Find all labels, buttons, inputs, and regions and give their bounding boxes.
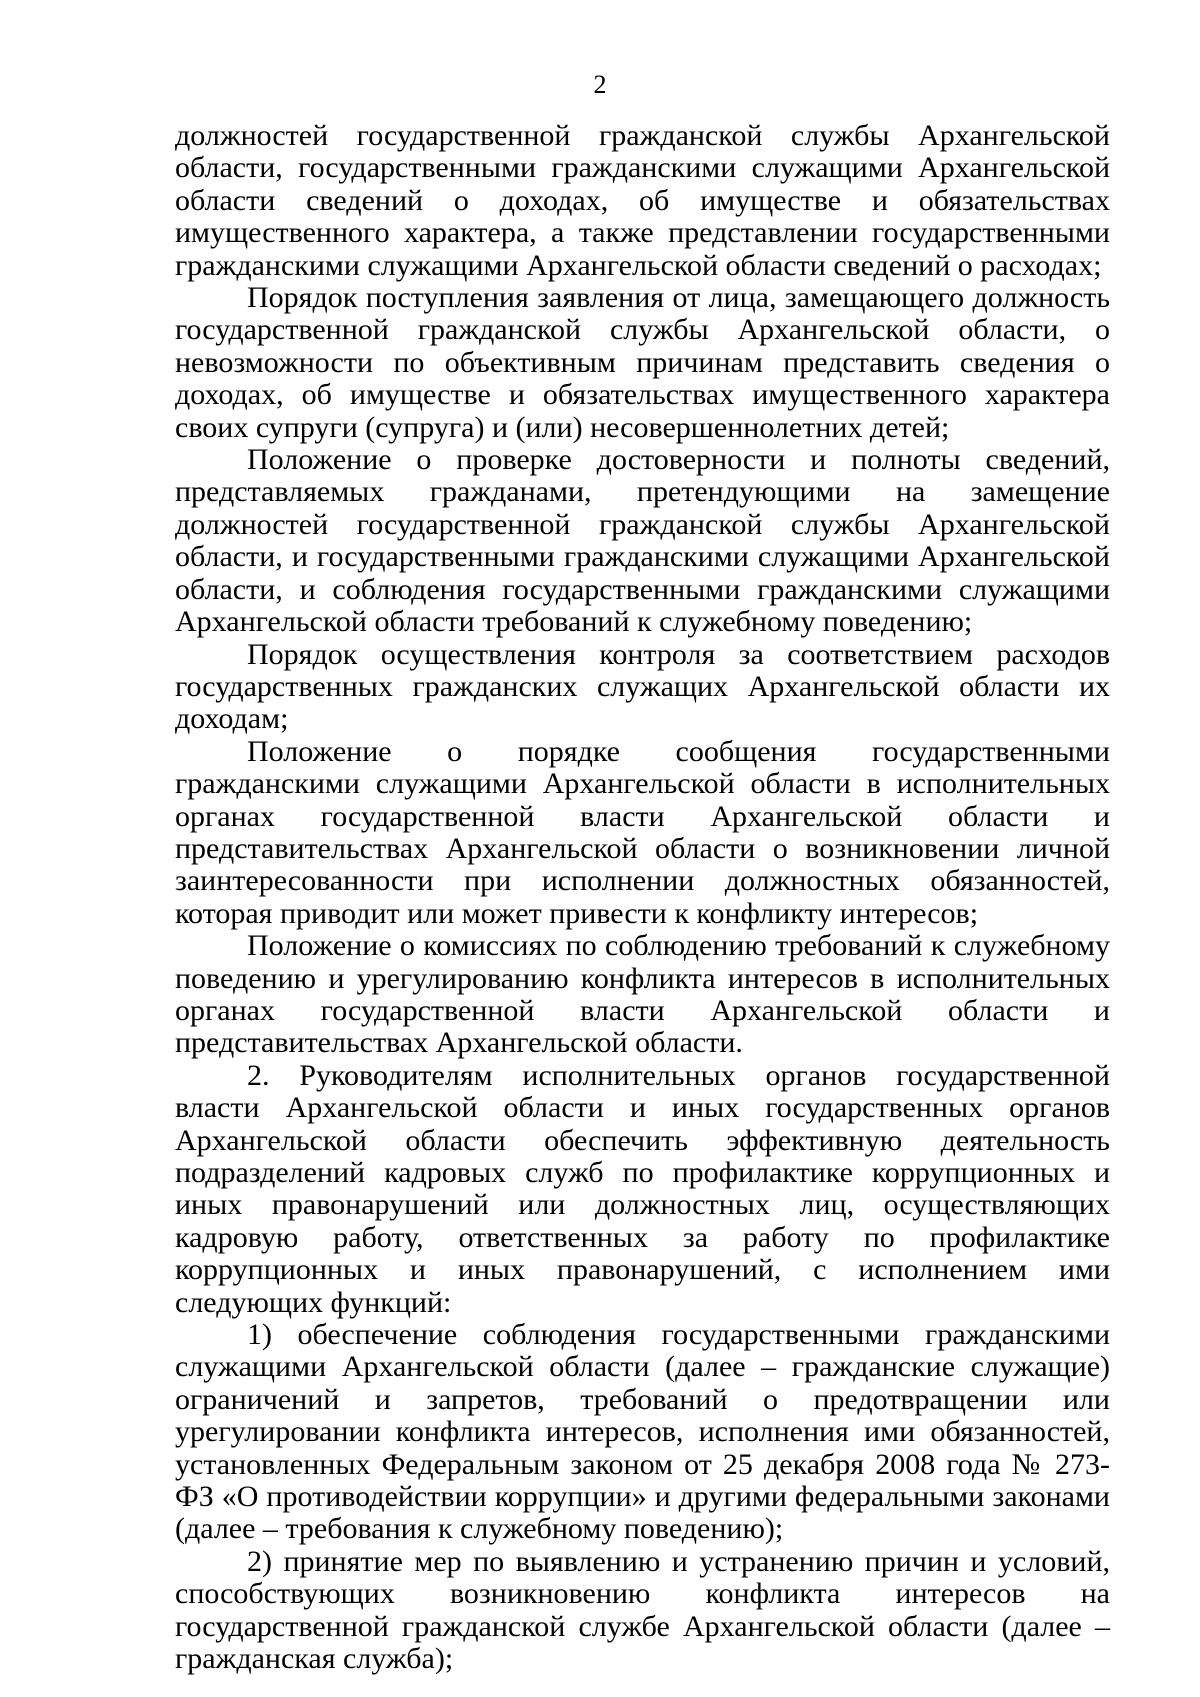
paragraph: Порядок осуществления контроля за соответствием расходов государственных гражданских служащих Архангельской области их доходам;: [175, 637, 1110, 736]
paragraph: Положение о проверке достоверности и полноты сведений, представляемых гражданами, претендующими на замещение должностей государственной гражданской службы Архангельской области, и государственными гражданскими служащими Архангельской области, и соблюдения государственными гражданскими служащими Архангельской области требований к служебному поведению;: [175, 443, 1110, 639]
paragraph: 2. Руководителям исполнительных органов государственной власти Архангельской области и иных государственных органов Архангельской области обеспечить эффективную деятельность подразделений кадровых служб по профилактике коррупционных и иных правонарушений или должностных лиц, осуществляющих кадровую работу, ответственных за работу по профилактике коррупционных и иных правонарушений, с исполнением ими следующих функций:: [175, 1058, 1110, 1319]
paragraph: Положение о порядке сообщения государственными гражданскими служащими Архангельской области в исполнительных органах государственной власти Архангельской области и представительствах Архангельской области о возникновении личной заинтересованности при исполнении должностных обязанностей, которая приводит или может привести к конфликту интересов;: [175, 734, 1110, 930]
paragraph: 1) обеспечение соблюдения государственными гражданскими служащими Архангельской области (далее – гражданские служащие) ограничений и запретов, требований о предотвращении или урегулировании конфликта интересов, исполнения ими обязанностей, установленных Федеральным законом от 25 декабря 2008 года № 273-ФЗ «О противодействии коррупции» и другими федеральными законами (далее – требования к служебному поведению);: [175, 1318, 1110, 1546]
paragraph: Положение о комиссиях по соблюдению требований к служебному поведению и урегулированию конфликта интересов в исполнительных органах государственной власти Архангельской области и представительствах Архангельской области.: [175, 929, 1110, 1060]
page-number: 2: [593, 70, 607, 99]
paragraph: 2) принятие мер по выявлению и устранению причин и условий, способствующих возникновению конфликта интересов на государственной гражданской службе Архангельской области (далее – гражданская служба);: [175, 1544, 1110, 1676]
paragraph: должностей государственной гражданской службы Архангельской области, государственными гражданскими служащими Архангельской области сведений о доходах, об имуществе и обязательствах имущественного характера, а также представлении государственными гражданскими служащими Архангельской области сведений о расходах;: [175, 119, 1110, 282]
document-body: [175, 120, 1110, 1676]
paragraph: Порядок поступления заявления от лица, замещающего должность государственной гражданской службы Архангельской области, о невозможности по объективным причинам представить сведения о доходах, об имуществе и обязательствах имущественного характера своих супруги (супруга) и (или) несовершеннолетних детей;: [175, 281, 1110, 444]
